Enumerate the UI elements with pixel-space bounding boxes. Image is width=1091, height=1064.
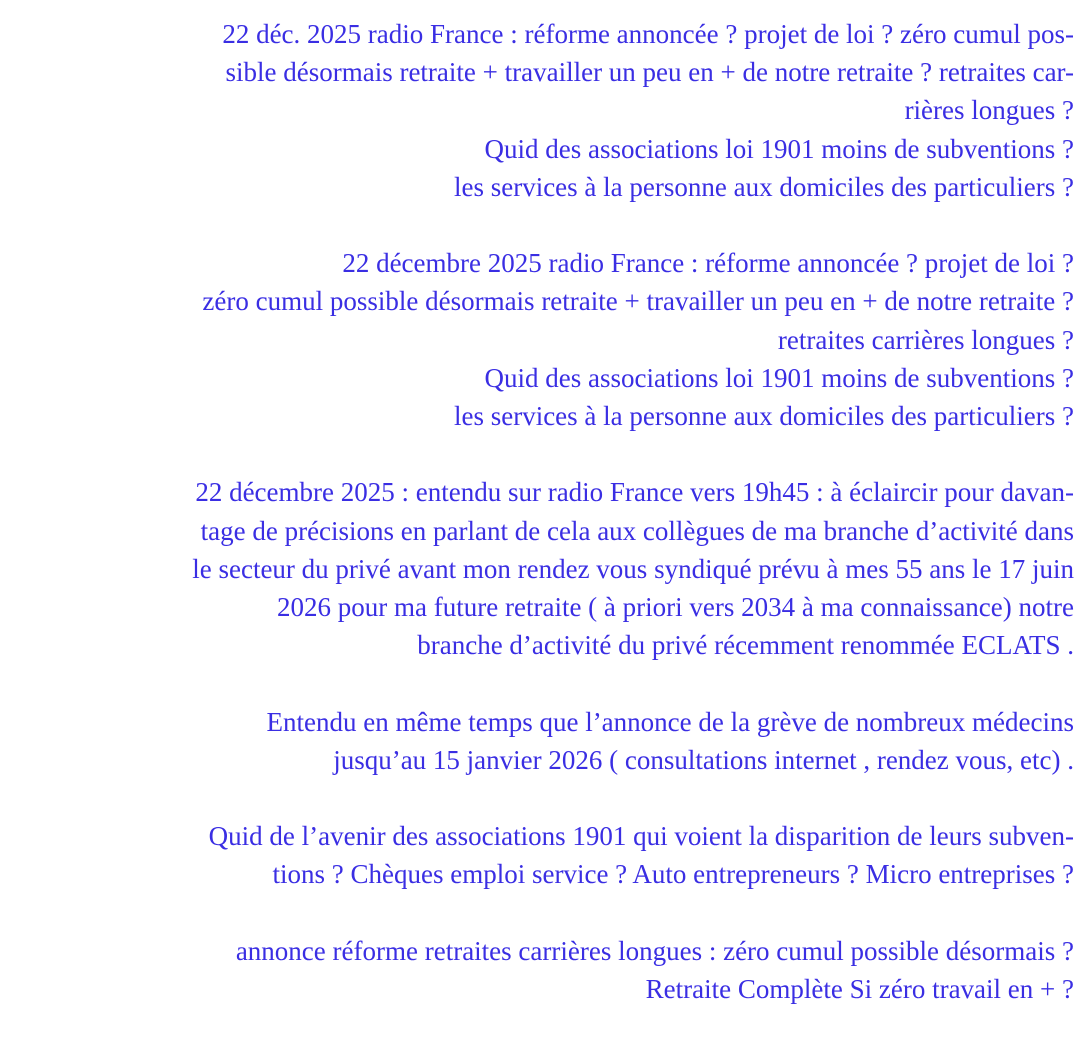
text-line: Quid des associations loi 1901 moins de subventions ? bbox=[484, 133, 1074, 164]
paragraph-associations-future bbox=[20, 817, 1074, 893]
text-line: Entendu en même temps que l’annonce de la grève de nombreux médecins bbox=[266, 706, 1074, 737]
text-line: 22 déc. 2025 radio France : réforme annoncée ? projet de loi ? zéro cumul pos- bbox=[222, 19, 1074, 49]
text-line: zéro cumul possible désormais retraite + travailler un peu en + de notre retraite ? bbox=[202, 286, 1074, 317]
text-line: jusqu’au 15 janvier 2026 ( consultations internet , rendez vous, etc) . bbox=[333, 744, 1074, 775]
paragraph-reform-abbrev bbox=[20, 15, 1074, 206]
text-line: Quid de l’avenir des associations 1901 qui voient la disparition de leurs subven- bbox=[208, 821, 1074, 852]
text-line: Retraite Complète Si zéro travail en + ? bbox=[645, 974, 1074, 1004]
text-line: tage de précisions en parlant de cela aux collègues de ma branche d’activité dans bbox=[200, 515, 1074, 546]
text-line: 22 décembre 2025 radio France : réforme annoncée ? projet de loi ? bbox=[342, 248, 1074, 279]
text-line: le secteur du privé avant mon rendez vous syndiqué prévu à mes 55 ans le 17 juin bbox=[192, 553, 1074, 584]
text-line: les services à la personne aux domiciles des particuliers ? bbox=[453, 401, 1074, 432]
text-line: 2026 pour ma future retraite ( à priori vers 2034 à ma connaissance) notre bbox=[277, 592, 1074, 623]
text-line: les services à la personne aux domiciles des particuliers ? bbox=[453, 171, 1074, 202]
paragraph-heard-on-radio bbox=[20, 473, 1074, 664]
text-line: rières longues ? bbox=[904, 95, 1074, 126]
text-line: Quid des associations loi 1901 moins de subventions ? bbox=[484, 362, 1074, 393]
text-line: annonce réforme retraites carrières longues : zéro cumul possible désormais ? bbox=[235, 935, 1074, 966]
text-line: tions ? Chèques emploi service ? Auto entrepreneurs ? Micro entreprises ? bbox=[272, 859, 1074, 890]
paragraph-doctors-strike bbox=[20, 703, 1074, 779]
text-line: 22 décembre 2025 : entendu sur radio France vers 19h45 : à éclaircir pour davan- bbox=[195, 477, 1074, 508]
text-line: sible désormais retraite + travailler un peu en + de notre retraite ? retraites car- bbox=[225, 57, 1074, 88]
paragraph-reform-full bbox=[20, 244, 1074, 435]
text-line: branche d’activité du privé récemment renommée ECLATS . bbox=[417, 630, 1074, 661]
text-line: retraites carrières longues ? bbox=[777, 324, 1074, 355]
paragraph-reform-summary bbox=[20, 932, 1074, 1008]
